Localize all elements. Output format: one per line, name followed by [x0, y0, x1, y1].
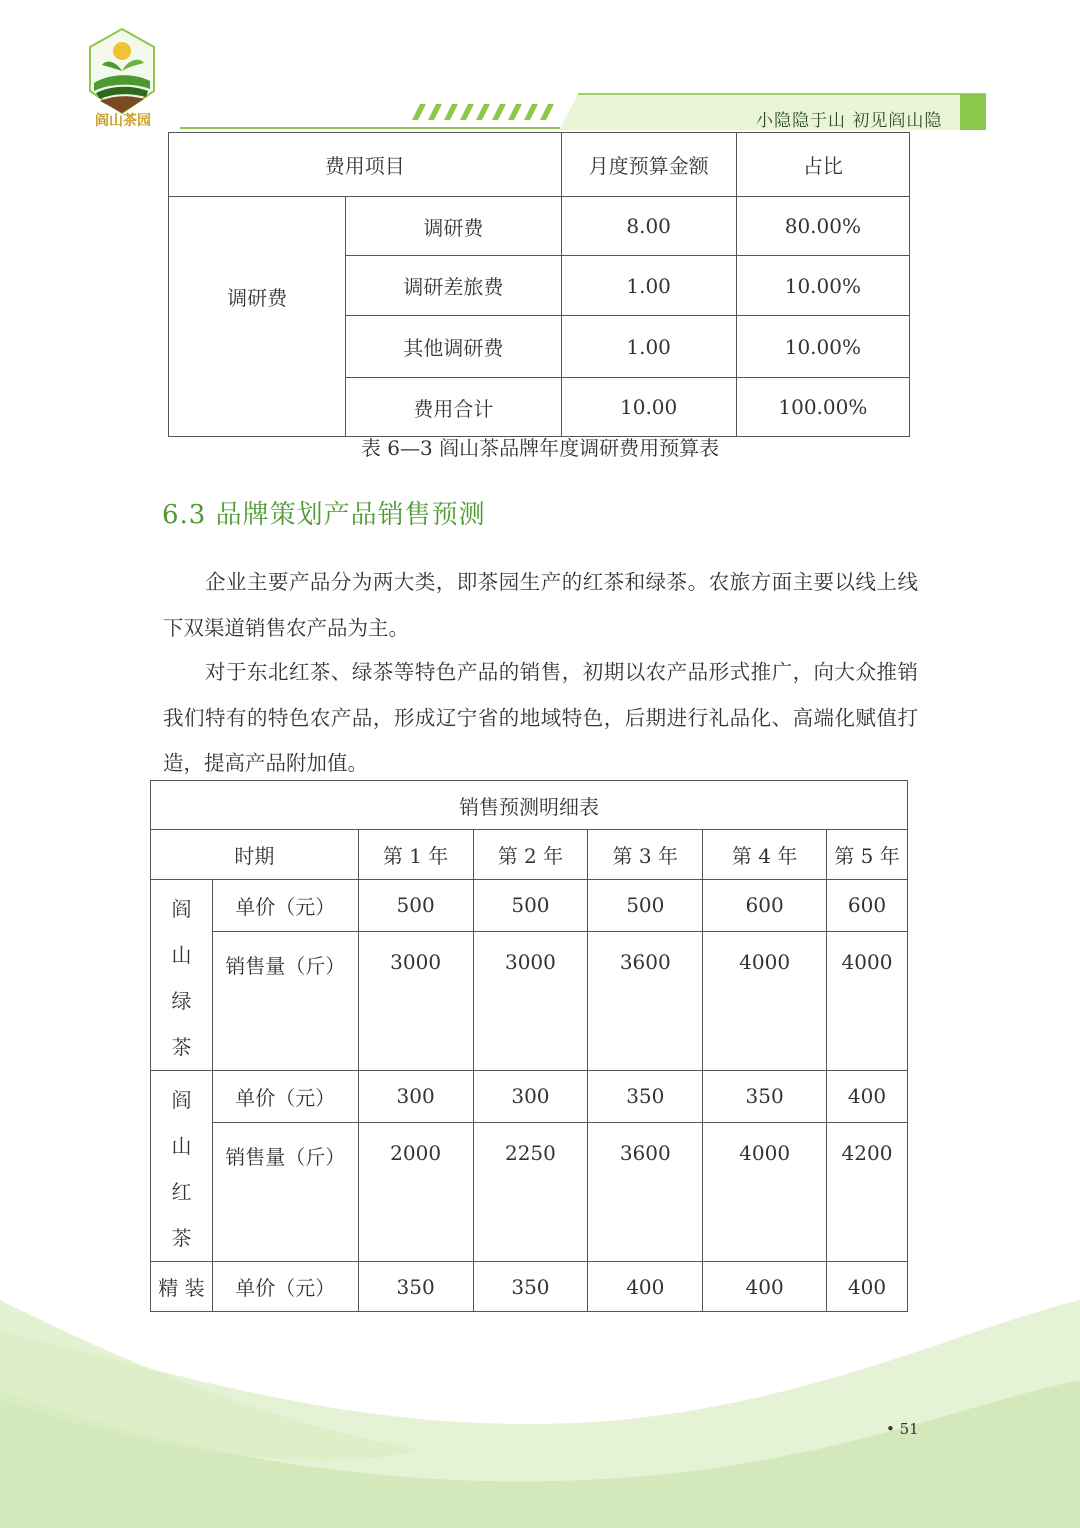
- value-cell: 500: [473, 880, 588, 932]
- value-cell: 500: [588, 880, 703, 932]
- value-cell: 600: [827, 880, 908, 932]
- year-header: 第 3 年: [588, 830, 703, 880]
- value-cell: 350: [703, 1071, 827, 1123]
- row-label: 销售量（斤）: [212, 1122, 358, 1261]
- value-cell: 3600: [588, 1122, 703, 1261]
- row-label: 单价（元）: [212, 1262, 358, 1312]
- value-cell: 2250: [473, 1122, 588, 1261]
- paragraph: 对于东北红茶、绿茶等特色产品的销售，初期以农产品形式推广，向大众推销我们特有的特色农产品，形成辽宁省的地域特色，后期进行礼品化、高端化赋值打造，提高产品附加值。: [163, 660, 918, 775]
- budget-row-amount: 1.00: [561, 316, 736, 378]
- year-header: 第 4 年: [703, 830, 827, 880]
- value-cell: 3600: [588, 931, 703, 1070]
- value-cell: 4200: [827, 1122, 908, 1261]
- product-group-label: 阎 山 红 茶: [151, 1071, 213, 1262]
- value-cell: 400: [827, 1071, 908, 1123]
- budget-table: [168, 132, 910, 437]
- budget-row-ratio: 10.00%: [736, 256, 909, 316]
- budget-group-label: 调研费: [169, 197, 346, 437]
- budget-row-ratio: 100.00%: [736, 378, 909, 437]
- budget-header-ratio: 占比: [736, 133, 909, 197]
- year-header: 第 1 年: [358, 830, 473, 880]
- budget-header-amount: 月度预算金额: [561, 133, 736, 197]
- value-cell: 3000: [358, 931, 473, 1070]
- year-header: 第 5 年: [827, 830, 908, 880]
- value-cell: 4000: [827, 931, 908, 1070]
- value-cell: 350: [588, 1071, 703, 1123]
- value-cell: 300: [358, 1071, 473, 1123]
- row-label: 单价（元）: [212, 880, 358, 932]
- value-cell: 3000: [473, 931, 588, 1070]
- budget-row-ratio: 80.00%: [736, 197, 909, 256]
- value-cell: 300: [473, 1071, 588, 1123]
- sales-table-title: 销售预测明细表: [151, 781, 908, 830]
- budget-row-item: 费用合计: [346, 378, 561, 437]
- paragraph: 企业主要产品分为两大类，即茶园生产的红茶和绿茶。农旅方面主要以线上线下双渠道销售农产品为主。: [163, 570, 918, 640]
- value-cell: 400: [588, 1262, 703, 1312]
- value-cell: 350: [358, 1262, 473, 1312]
- value-cell: 4000: [703, 931, 827, 1070]
- budget-row-ratio: 10.00%: [736, 316, 909, 378]
- budget-header-item: 费用项目: [169, 133, 562, 197]
- value-cell: 350: [473, 1262, 588, 1312]
- page-number: • 51: [886, 1420, 919, 1438]
- value-cell: 2000: [358, 1122, 473, 1261]
- logo-text: 阎山茶园: [95, 113, 151, 129]
- row-label: 销售量（斤）: [212, 931, 358, 1070]
- product-group-label: 精 装: [151, 1262, 213, 1312]
- budget-row-amount: 8.00: [561, 197, 736, 256]
- sales-forecast-table: [150, 780, 908, 1312]
- budget-row-item: 调研费: [346, 197, 561, 256]
- value-cell: 400: [827, 1262, 908, 1312]
- product-group-label: 阎 山 绿 茶: [151, 880, 213, 1071]
- budget-row-amount: 1.00: [561, 256, 736, 316]
- value-cell: 4000: [703, 1122, 827, 1261]
- budget-table-caption: 表 6—3 阎山茶品牌年度调研费用预算表: [360, 436, 720, 460]
- header-slogan: 小隐隐于山 初见阎山隐: [756, 111, 943, 131]
- year-header: 第 2 年: [473, 830, 588, 880]
- value-cell: 500: [358, 880, 473, 932]
- budget-row-amount: 10.00: [561, 378, 736, 437]
- row-label: 单价（元）: [212, 1071, 358, 1123]
- section-title: 6.3 品牌策划产品销售预测: [162, 500, 486, 530]
- budget-row-item: 其他调研费: [346, 316, 561, 378]
- budget-row-item: 调研差旅费: [346, 256, 561, 316]
- value-cell: 600: [703, 880, 827, 932]
- period-header: 时期: [151, 830, 359, 880]
- value-cell: 400: [703, 1262, 827, 1312]
